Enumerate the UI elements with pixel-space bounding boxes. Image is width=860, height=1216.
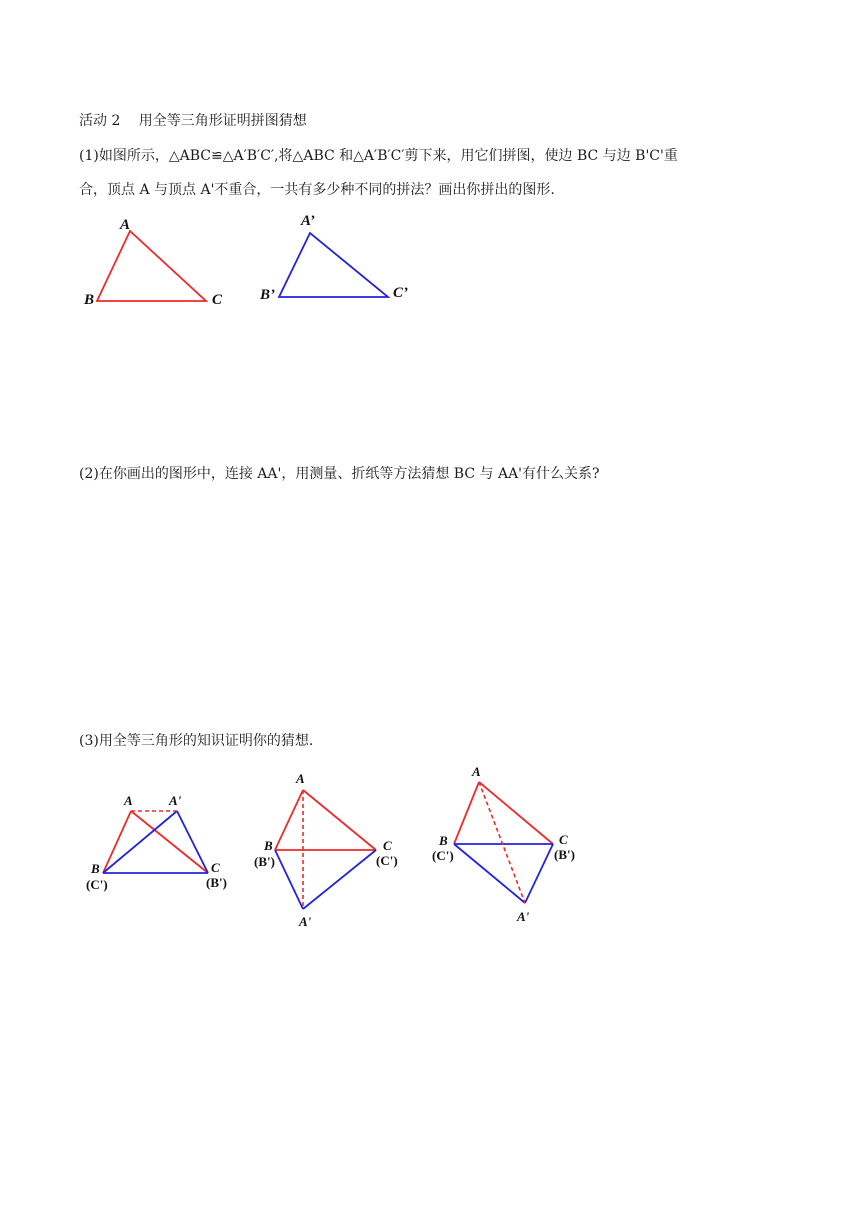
segment-ac — [303, 790, 376, 850]
segment-ab — [103, 811, 131, 873]
question-1-line-2: 合，顶点 A 与顶点 A'不重合，一共有多少种不同的拼法？画出你拼出的图形. — [79, 182, 555, 198]
segment-a-prime-c — [177, 811, 208, 873]
vertex-b-label: B — [264, 838, 273, 853]
activity-title: 活动 2 用全等三角形证明拼图猜想 — [79, 113, 307, 129]
question-2: (2)在你画出的图形中，连接 AA'，用测量、折纸等方法猜想 BC 与 AA'有什么关系? — [79, 466, 600, 482]
segment-ac — [131, 811, 208, 873]
arrangement-parallelogram-figure — [430, 762, 600, 932]
vertex-c-label: C — [212, 292, 223, 308]
vertex-c-paren-label: (C') — [376, 853, 398, 868]
vertex-c-label: C — [211, 860, 220, 875]
vertex-b-paren-label: (B') — [254, 854, 275, 869]
vertex-a-prime-label: A' — [299, 914, 312, 929]
triangle-a-prime-b-prime-c-prime — [279, 233, 388, 297]
segment-a-prime-b — [103, 811, 177, 873]
vertex-a-label: A — [120, 217, 131, 233]
vertex-b-paren-label: (C') — [86, 877, 108, 892]
question-1-line-1: (1)如图所示，△ABC≌△A′B′C′,将△ABC 和△A′B′C′剪下来，用它们拼图，使边 BC 与边 B'C'重 — [79, 148, 678, 164]
segment-a-prime-c — [525, 844, 553, 903]
vertex-c-paren-label: (B') — [554, 847, 575, 862]
vertex-c-prime-label: C’ — [393, 285, 408, 301]
arrangement-kite-figure — [250, 768, 420, 933]
vertex-a-prime-label: A' — [169, 793, 182, 808]
vertex-c-label: C — [559, 832, 568, 847]
triangle-abc — [97, 231, 206, 301]
vertex-b-label: B — [91, 861, 100, 876]
vertex-b-paren-label: (C') — [432, 848, 454, 863]
segment-ab — [275, 790, 303, 850]
vertex-a-prime-label: A’ — [301, 213, 315, 229]
vertex-a-label: A — [296, 771, 305, 786]
segment-a-prime-c — [303, 850, 376, 909]
vertex-a-label: A — [472, 764, 481, 779]
segment-ab — [454, 782, 479, 844]
vertex-a-label: A — [124, 793, 133, 808]
vertex-c-paren-label: (B') — [206, 875, 227, 890]
segment-ac — [479, 782, 553, 844]
triangle-abc-figure — [80, 210, 240, 310]
arrangement-trapezoid-figure — [80, 790, 250, 900]
question-3: (3)用全等三角形的知识证明你的猜想. — [79, 733, 314, 749]
triangle-a-prime-figure — [255, 205, 430, 310]
vertex-b-prime-label: B’ — [260, 287, 275, 303]
vertex-c-label: C — [383, 838, 392, 853]
segment-a-prime-b — [275, 850, 303, 909]
vertex-b-label: B — [439, 833, 448, 848]
vertex-b-label: B — [84, 292, 95, 308]
vertex-a-prime-label: A' — [517, 909, 530, 924]
